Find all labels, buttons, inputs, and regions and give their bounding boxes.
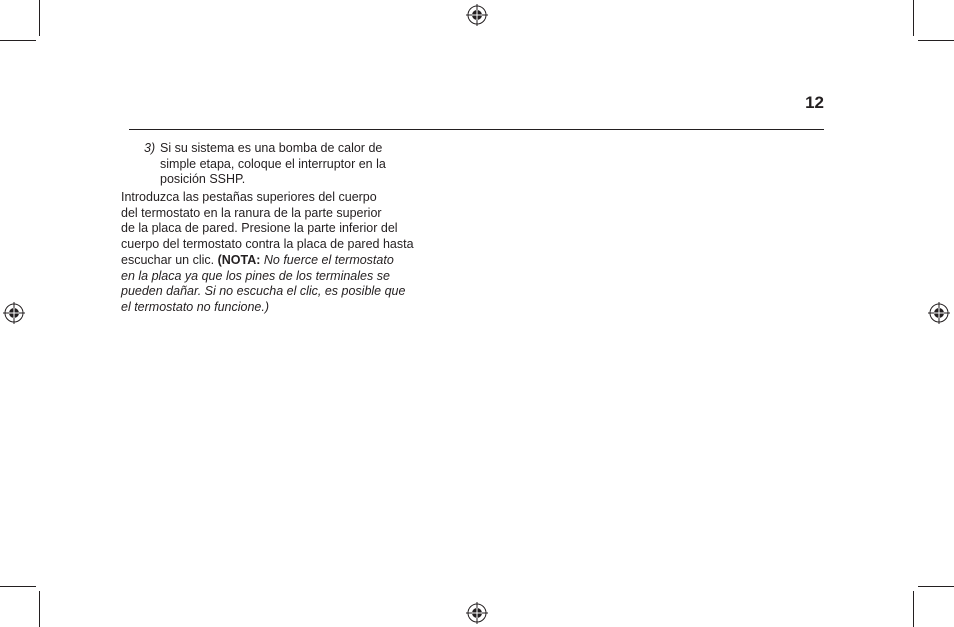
crop-mark-top-left-vertical	[39, 0, 40, 36]
page-number: 12	[805, 93, 824, 112]
registration-mark-left-icon	[3, 302, 25, 324]
note-text-2: en la placa ya que los pines de los terminales se	[121, 268, 390, 283]
crop-mark-bottom-left-horizontal	[0, 586, 36, 587]
crop-mark-bottom-right-horizontal	[918, 586, 954, 587]
crop-mark-top-right-horizontal	[918, 40, 954, 41]
step-3-line-1: 3) Si su sistema es una bomba de calor de	[144, 141, 383, 155]
note-text-4: el termostato no funcione.)	[121, 299, 269, 314]
crop-mark-top-right-vertical	[913, 0, 914, 36]
crop-mark-bottom-right-vertical	[913, 591, 914, 627]
instruction-line-2: del termostato en la ranura de la parte superior	[121, 205, 382, 220]
note-text-3: pueden dañar. Si no escucha el clic, es posible que	[121, 284, 406, 299]
note-text-1: No fuerce el termostato	[260, 252, 394, 267]
registration-mark-bottom-icon	[466, 602, 488, 624]
step-3-line-2: simple etapa, coloque el interruptor en la	[160, 156, 386, 171]
header-rule	[129, 129, 824, 130]
instruction-line-5: escuchar un clic. (NOTA: No fuerce el termostato	[121, 252, 394, 267]
step-3-number: 3)	[144, 141, 156, 155]
registration-mark-top-icon	[466, 4, 488, 26]
step-3-line-3: posición SSHP.	[160, 172, 246, 187]
instruction-block	[103, 190, 414, 316]
crop-mark-top-left-horizontal	[0, 40, 36, 41]
instruction-line-1: Introduzca las pestañas superiores del cuerpo	[121, 190, 377, 204]
instruction-line-3: de la placa de pared. Presione la parte inferior del	[121, 221, 398, 236]
step-3-block	[144, 141, 386, 188]
instruction-line-4: cuerpo del termostato contra la placa de pared hasta	[121, 237, 414, 252]
crop-mark-bottom-left-vertical	[39, 591, 40, 627]
note-label: (NOTA:	[217, 252, 261, 267]
registration-mark-right-icon	[928, 302, 950, 324]
